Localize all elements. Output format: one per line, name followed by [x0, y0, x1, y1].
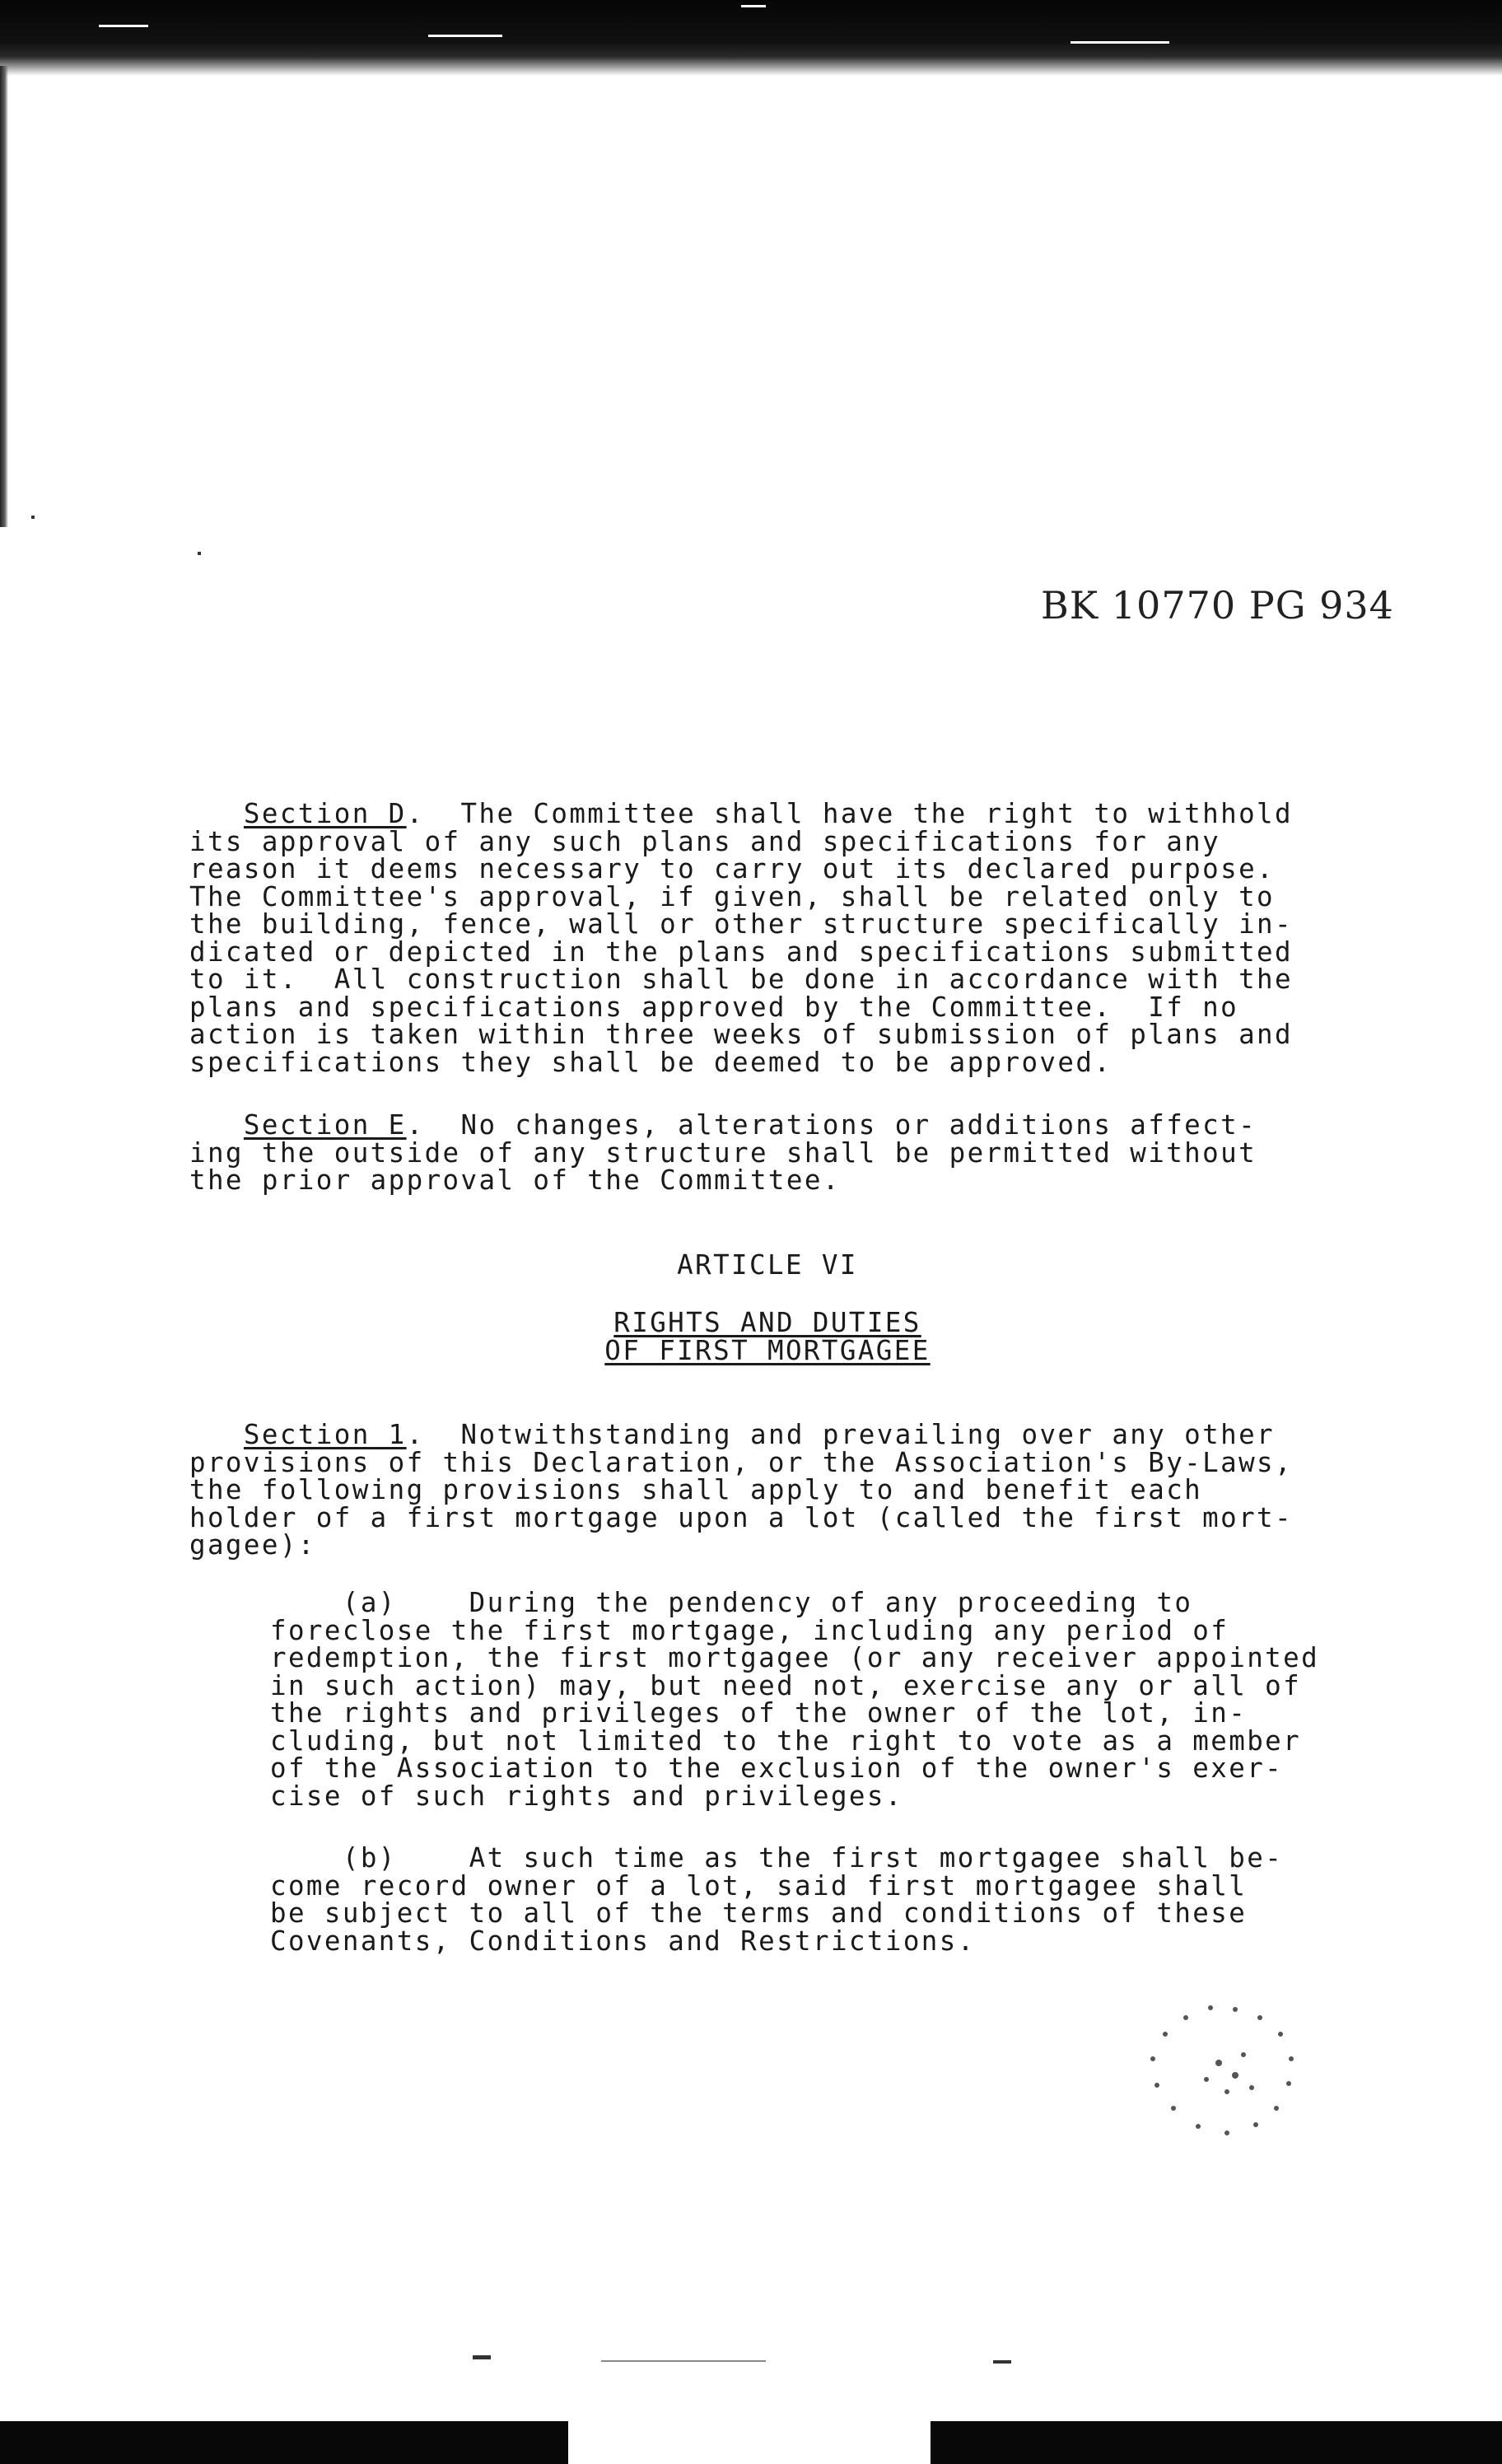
clause-b-label: (b)	[342, 1842, 397, 1874]
clause-a-line-2: redemption, the first mortgagee (or any receiver appointed	[270, 1642, 1320, 1673]
clause-b-line-1: come record owner of a lot, said first mortgagee shall	[270, 1869, 1248, 1902]
section-1-line-2: the following provisions shall apply to and benefit each	[189, 1474, 1203, 1505]
clause-a-line-4: the rights and privileges of the owner of the lot, in-	[270, 1697, 1248, 1729]
section-d-line-6: to it. All construction shall be done in accordance with the	[189, 964, 1293, 995]
article-title-2	[0, 1337, 1502, 1365]
article-title	[0, 1309, 1502, 1337]
section-1-line-0: Notwithstanding and prevailing over any other	[460, 1419, 1276, 1450]
clause-b-line-0: At such time as the first mortgagee shall be-	[469, 1842, 1284, 1874]
clause-b-line-3: Covenants, Conditions and Restrictions.	[270, 1925, 976, 1957]
section-e-line-0: No changes, alterations or additions affect-	[460, 1109, 1257, 1141]
scan-speck	[428, 35, 502, 37]
article-number	[0, 1249, 1502, 1281]
scan-speck	[741, 5, 766, 7]
clause-a-line-0: During the pendency of any proceeding to	[469, 1587, 1193, 1618]
section-1-label: Section 1	[243, 1419, 407, 1450]
book-page-number: BK 10770 PG 934	[1041, 583, 1394, 628]
section-e-paragraph: Section E. No changes, alterations or additions affect- ing the outside of any structure shall be permitted without the prior approval of the Committee.	[189, 1109, 1257, 1196]
section-d-line-8: action is taken within three weeks of submission of plans and	[189, 1019, 1293, 1050]
section-d-line-0: The Committee shall have the right to withhold	[460, 798, 1293, 829]
clause-a-line-3: in such action) may, but need not, exercise any or all of	[270, 1669, 1302, 1701]
notary-seal-impression	[1103, 1985, 1334, 2149]
article-title-line-2: OF FIRST MORTGAGEE	[604, 1335, 931, 1366]
section-d-line-9: specifications they shall be deemed to be approved.	[189, 1046, 1113, 1078]
scan-speck	[31, 516, 35, 519]
scan-border-left	[0, 66, 8, 527]
section-d-paragraph: Section D. The Committee shall have the right to withhold its approval of any such plans and specifications for any reason it deems necessary to carry out its declared purpose. The Committee's approval, if given, shall be related only to the building, fence, wall or other structure specifically in- dicated or depicted in the plans and specifications submitted to it. All construction shall be done in accordance with the plans and specifications approved by the Committee. If no action is taken within three weeks of submission of plans and specifications they shall be deemed to be approved.	[189, 798, 1293, 1078]
clause-b-line-2: be subject to all of the terms and conditions of these	[270, 1897, 1248, 1929]
clause-a-line-6: of the Association to the exclusion of the owner's exer-	[270, 1752, 1284, 1784]
section-d-line-1: its approval of any such plans and specifications for any	[189, 825, 1221, 857]
clause-a-paragraph	[270, 1589, 1341, 1810]
scan-speck	[473, 2355, 491, 2359]
section-1-line-4: gagee):	[189, 1529, 316, 1561]
clause-a-line-1: foreclose the first mortgage, including any period of	[270, 1614, 1229, 1646]
section-1-paragraph: Section 1. Notwithstanding and prevailing over any other provisions of this Declaration, or the Association's By-Laws, the following provisions shall apply to and benefit each holder of a first mortgage upon a lot (called the first mort- gagee):	[189, 1419, 1293, 1561]
clause-a-line-7: cise of such rights and privileges.	[270, 1780, 903, 1812]
scan-speck	[99, 25, 148, 27]
article-title-line-1: RIGHTS AND DUTIES	[613, 1307, 921, 1338]
section-d-line-7: plans and specifications approved by the Committee. If no	[189, 991, 1239, 1023]
scan-border-gap	[568, 2421, 931, 2464]
scan-border-top	[0, 0, 1502, 76]
scan-speck	[993, 2360, 1011, 2364]
section-e-line-1: ing the outside of any structure shall be permitted without	[189, 1136, 1257, 1169]
scan-speck	[198, 552, 201, 555]
section-d-line-4: the building, fence, wall or other structure specifically in-	[189, 908, 1293, 940]
section-d-line-2: reason it deems necessary to carry out its declared purpose.	[189, 853, 1275, 884]
clause-a-line-5: cluding, but not limited to the right to vote as a member	[270, 1724, 1302, 1757]
section-e-line-2: the prior approval of the Committee.	[189, 1164, 841, 1196]
section-1-line-1: provisions of this Declaration, or the Association's By-Laws,	[189, 1446, 1293, 1478]
scan-speck	[601, 2360, 766, 2362]
section-d-line-3: The Committee's approval, if given, shall be related only to	[189, 880, 1275, 912]
section-1-line-3: holder of a first mortgage upon a lot (called the first mort-	[189, 1501, 1293, 1533]
clause-b-paragraph	[270, 1842, 1341, 1957]
section-d-line-5: dicated or depicted in the plans and specifications submitted	[189, 936, 1293, 968]
article-number-text: ARTICLE VI	[677, 1249, 858, 1281]
clause-a-label: (a)	[342, 1587, 397, 1618]
scan-speck	[1071, 41, 1169, 44]
section-d-label: Section D	[243, 798, 407, 829]
section-e-label: Section E	[243, 1109, 407, 1141]
